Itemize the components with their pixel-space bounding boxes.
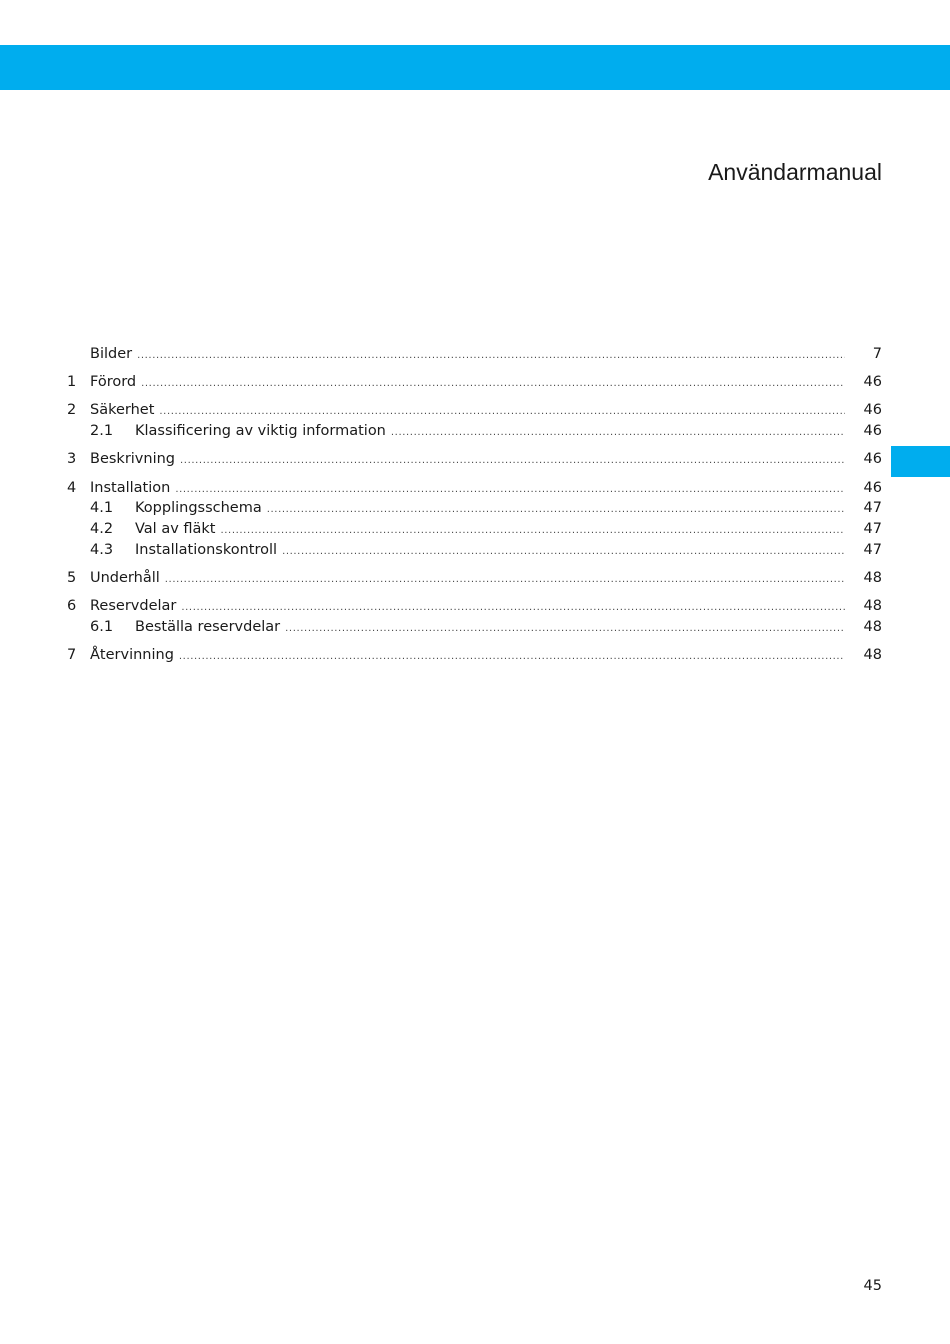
toc-entry-number: 4 <box>67 480 77 496</box>
toc-entry-number: 7 <box>67 647 77 663</box>
toc-entry-number: 4.2 <box>90 521 114 537</box>
toc-entry-page: 47 <box>863 542 882 558</box>
toc-entry-line <box>90 478 845 500</box>
toc-entry-page: 48 <box>863 570 882 586</box>
toc-dot-leader <box>141 374 845 394</box>
toc-entry-page: 46 <box>863 451 882 467</box>
toc-dot-leader <box>221 521 846 541</box>
toc-entry-page: 46 <box>863 423 882 439</box>
toc-entry-page: 48 <box>863 647 882 663</box>
toc-entry[interactable] <box>0 645 950 665</box>
toc-entry[interactable] <box>0 617 950 637</box>
toc-entry-page: 46 <box>863 374 882 390</box>
toc-entry-line <box>90 596 845 618</box>
document-title: Användarmanual <box>708 159 882 186</box>
toc-entry-line <box>90 449 845 471</box>
toc-dot-leader <box>180 451 845 471</box>
toc-entry[interactable] <box>0 372 950 392</box>
toc-entry-page: 48 <box>863 619 882 635</box>
toc-entry-label: Klassificering av viktig information <box>135 423 386 439</box>
toc-entry-line <box>90 400 845 422</box>
toc-entry-page: 46 <box>863 480 882 496</box>
toc-entry-page: 48 <box>863 598 882 614</box>
toc-entry[interactable] <box>0 498 950 518</box>
toc-dot-leader <box>282 542 845 562</box>
toc-entry-label: Val av fläkt <box>135 521 216 537</box>
toc-entry-label: Beställa reservdelar <box>135 619 281 635</box>
page-number: 45 <box>863 1278 882 1294</box>
toc-entry-line <box>135 498 845 520</box>
toc-entry-label: Installationskontroll <box>135 542 278 558</box>
toc-entry[interactable] <box>0 568 950 588</box>
toc-entry-label: Installation <box>90 480 171 496</box>
toc-entry[interactable] <box>0 540 950 560</box>
toc-entry-label: Bilder <box>90 346 133 362</box>
toc-entry[interactable] <box>0 478 950 498</box>
toc-entry-line <box>135 421 845 443</box>
toc-dot-leader <box>267 500 845 520</box>
toc-entry-label: Reservdelar <box>90 598 177 614</box>
toc-entry-label: Kopplingsschema <box>135 500 262 516</box>
toc-entry-line <box>90 568 845 590</box>
toc-entry-number: 6.1 <box>90 619 114 635</box>
toc-entry-label: Beskrivning <box>90 451 176 467</box>
toc-entry-line <box>90 372 845 394</box>
toc-dot-leader <box>391 423 845 443</box>
toc-entry-number: 2 <box>67 402 77 418</box>
toc-entry-number: 1 <box>67 374 77 390</box>
toc-entry-line <box>135 519 845 541</box>
toc-entry[interactable] <box>0 344 950 364</box>
toc-entry[interactable] <box>0 519 950 539</box>
toc-entry-line <box>90 645 845 667</box>
toc-entry-line <box>135 540 845 562</box>
toc-dot-leader <box>179 647 845 667</box>
toc-entry-page: 47 <box>863 521 882 537</box>
toc-entry-label: Säkerhet <box>90 402 155 418</box>
toc-entry-page: 46 <box>863 402 882 418</box>
toc-entry-label: Underhåll <box>90 570 160 586</box>
toc-dot-leader <box>285 619 845 639</box>
toc-entry-number: 2.1 <box>90 423 114 439</box>
toc-entry-number: 4.3 <box>90 542 114 558</box>
toc-entry-number: 5 <box>67 570 77 586</box>
toc-dot-leader <box>175 480 845 500</box>
toc-entry[interactable] <box>0 400 950 420</box>
toc-entry[interactable] <box>0 421 950 441</box>
toc-entry-label: Återvinning <box>90 647 174 663</box>
toc-entry-number: 3 <box>67 451 77 467</box>
toc-entry[interactable] <box>0 449 950 469</box>
toc-entry-number: 4.1 <box>90 500 114 516</box>
toc-entry-line <box>90 344 845 366</box>
toc-entry-line <box>135 617 845 639</box>
toc-dot-leader <box>181 598 845 618</box>
toc-entry-number: 6 <box>67 598 77 614</box>
toc-entry-page: 47 <box>863 500 882 516</box>
toc-dot-leader <box>165 570 845 590</box>
toc-entry-label: Förord <box>90 374 137 390</box>
toc-dot-leader <box>137 346 845 366</box>
toc-dot-leader <box>159 402 845 422</box>
toc-entry-page: 7 <box>872 346 882 362</box>
toc-entry[interactable] <box>0 596 950 616</box>
